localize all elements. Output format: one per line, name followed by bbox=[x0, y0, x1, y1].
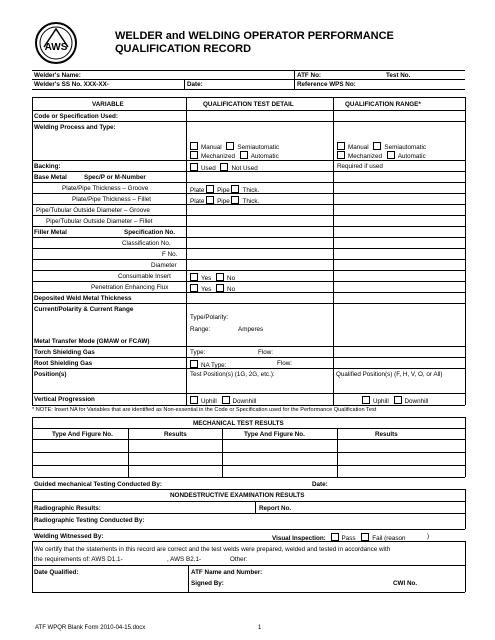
fillet-plate-checkbox[interactable] bbox=[206, 196, 214, 204]
backing-detail: Used Not Used bbox=[190, 163, 258, 172]
flux-label: Penetration Enhancing Flux bbox=[91, 284, 169, 291]
date-label: Date: bbox=[187, 81, 203, 88]
torch-type-text: Type: bbox=[190, 349, 206, 356]
fillet-pipe-checkbox[interactable] bbox=[231, 196, 239, 204]
ref-wps-label: Reference WPS No: bbox=[297, 81, 356, 88]
range-automatic-checkbox[interactable] bbox=[387, 151, 395, 159]
qualified-positions-text: Qualified Position(s) (F, H, V, O, or All) bbox=[336, 371, 443, 378]
torch-flow-text: Flow: bbox=[258, 349, 274, 356]
range-manual-checkbox[interactable] bbox=[337, 142, 345, 150]
ss-no-label: Welder's SS No. XXX-XX- bbox=[34, 81, 109, 88]
flux-yes-checkbox[interactable] bbox=[190, 284, 198, 292]
form-title-line1: WELDER and WELDING OPERATOR PERFORMANCE bbox=[115, 30, 394, 42]
guided-date-label: Date: bbox=[312, 481, 328, 488]
root-gas-detail: NA Type: bbox=[190, 360, 226, 369]
groove-plate-checkbox[interactable] bbox=[206, 185, 214, 193]
report-no-label: Report No. bbox=[259, 505, 292, 512]
specification-no-label: Specification No. bbox=[124, 229, 176, 236]
test-positions-text: Test Position(s) (1G, 2G, etc.): bbox=[190, 371, 275, 378]
positions-label: Position(s) bbox=[34, 371, 67, 378]
plate-fillet-label: Plate/Pipe Thickness – Fillet bbox=[72, 196, 151, 203]
certify-line1: We certify that the statements in this record are correct and the test welds were prepared, welded and tested in accordance with bbox=[34, 546, 391, 553]
consumable-insert-label: Consumable Insert bbox=[118, 273, 171, 280]
mechanized-checkbox[interactable] bbox=[190, 151, 198, 159]
mech-col-type2: Type And Figure No. bbox=[244, 431, 305, 438]
uphill-checkbox[interactable] bbox=[190, 396, 198, 404]
insert-detail: Yes No bbox=[190, 273, 235, 282]
mech-col-type1: Type And Figure No. bbox=[52, 431, 113, 438]
form-title-line2: QUALIFICATION RECORD bbox=[115, 43, 252, 55]
visual-inspection: Visual Inspection: Pass Fail (reason bbox=[272, 535, 406, 542]
nonessential-note: * NOTE: Insert NA for Variables that are identified as Non-essential in the Code or Specification used for the Performance Qualification Test bbox=[32, 407, 377, 413]
fail-checkbox[interactable] bbox=[361, 533, 369, 541]
guided-testing-label: Guided mechanical Testing Conducted By: bbox=[34, 481, 162, 488]
od-groove-label: Pipe/Tubular Outside Diameter – Groove bbox=[36, 207, 150, 214]
process-detail-line1: Manual Semiautomatic bbox=[190, 142, 279, 151]
nde-title: NONDESTRUCTIVE EXAMINATION RESULTS bbox=[170, 492, 305, 499]
process-range-line1: Manual Semiautomatic bbox=[337, 142, 426, 151]
range-text: Range: bbox=[190, 326, 211, 333]
welding-process-label: Welding Process and Type: bbox=[34, 124, 116, 131]
pass-checkbox[interactable] bbox=[331, 533, 339, 541]
radiographic-results-label: Radiographic Results: bbox=[34, 505, 101, 512]
semiautomatic-checkbox[interactable] bbox=[226, 142, 234, 150]
process-detail-line2: Mechanized Automatic bbox=[190, 151, 279, 160]
col-header-range: QUALIFICATION RANGE* bbox=[345, 101, 421, 108]
root-flow-text: Flow: bbox=[277, 360, 293, 367]
col-header-variable: VARIABLE bbox=[92, 101, 124, 108]
mech-col-results1: Results bbox=[164, 431, 187, 438]
cwi-no-label: CWI No. bbox=[393, 580, 418, 587]
current-polarity-label: Current/Polarity & Current Range bbox=[34, 306, 134, 313]
code-spec-label: Code or Specification Used: bbox=[34, 113, 118, 120]
backing-not-used-checkbox[interactable] bbox=[220, 163, 228, 171]
atf-name-label: ATF Name and Number: bbox=[191, 569, 263, 576]
atf-no-label: ATF No: bbox=[297, 72, 322, 79]
process-range-line2: Mechanized Automatic bbox=[337, 151, 426, 160]
mechanical-title: MECHANICAL TEST RESULTS bbox=[193, 420, 284, 427]
required-if-used-text: Required if used bbox=[337, 163, 383, 170]
range-uphill-checkbox[interactable] bbox=[362, 396, 370, 404]
plate-groove-detail: Plate Pipe Thick. bbox=[190, 187, 260, 194]
fail-reason-close: ) bbox=[427, 533, 430, 540]
vertical-detail: Uphill Downhill bbox=[190, 396, 256, 405]
diameter-label: Diameter bbox=[151, 262, 177, 269]
od-fillet-label: Pipe/Tubular Outside Diameter – Fillet bbox=[46, 218, 153, 225]
footer-page-number: 1 bbox=[258, 625, 262, 631]
automatic-checkbox[interactable] bbox=[240, 151, 248, 159]
deposited-thickness-label: Deposited Weld Metal Thickness bbox=[34, 295, 132, 302]
footer-filename: ATF WPQR Blank Form 2010-04-15.docx bbox=[35, 625, 146, 631]
range-mechanized-checkbox[interactable] bbox=[337, 151, 345, 159]
insert-yes-checkbox[interactable] bbox=[190, 273, 198, 281]
flux-detail: Yes No bbox=[190, 284, 235, 293]
certify-line2a: the requirements of: AWS D1.1- bbox=[34, 556, 123, 563]
test-no-label: Test No. bbox=[386, 72, 411, 79]
classification-no-label: Classification No. bbox=[122, 240, 171, 247]
col-header-detail: QUALIFICATION TEST DETAIL bbox=[203, 101, 294, 108]
manual-checkbox[interactable] bbox=[190, 142, 198, 150]
base-metal-label: Base Metal bbox=[34, 174, 67, 181]
vertical-progression-label: Vertical Progression bbox=[34, 396, 95, 403]
signed-by-label: Signed By: bbox=[191, 580, 224, 587]
backing-used-checkbox[interactable] bbox=[190, 163, 198, 171]
backing-label: Backing: bbox=[34, 163, 61, 170]
certify-line2c: Other: bbox=[230, 556, 248, 563]
spec-pnumber-label: Spec/P or M-Number bbox=[84, 174, 146, 181]
filler-metal-label: Filler Metal bbox=[34, 229, 67, 236]
groove-pipe-checkbox[interactable] bbox=[231, 185, 239, 193]
flux-no-checkbox[interactable] bbox=[216, 284, 224, 292]
certify-line2b: , AWS B2.1- bbox=[167, 556, 202, 563]
torch-gas-label: Torch Shielding Gas bbox=[34, 349, 95, 356]
plate-groove-label: Plate/Pipe Thickness – Groove bbox=[62, 185, 149, 192]
date-qualified-label: Date Qualified: bbox=[34, 569, 79, 576]
root-na-checkbox[interactable] bbox=[190, 360, 198, 368]
aws-logo bbox=[34, 20, 78, 66]
transfer-mode-label: Metal Transfer Mode (GMAW or FCAW) bbox=[34, 338, 150, 345]
f-no-label: F No. bbox=[162, 251, 178, 258]
witnessed-by-label: Welding Witnessed By: bbox=[34, 533, 104, 540]
welders-name-label: Welder's Name: bbox=[34, 72, 81, 79]
logo-text: AWS bbox=[44, 42, 68, 53]
plate-fillet-detail: Plate Pipe Thick. bbox=[190, 198, 260, 205]
rt-conducted-label: Radiographic Testing Conducted By: bbox=[34, 517, 145, 524]
range-downhill-checkbox[interactable] bbox=[394, 396, 402, 404]
range-semiautomatic-checkbox[interactable] bbox=[373, 142, 381, 150]
amperes-text: Amperes bbox=[238, 326, 264, 333]
vertical-range: Uphill Downhill bbox=[362, 396, 428, 405]
insert-no-checkbox[interactable] bbox=[216, 273, 224, 281]
mech-col-results2: Results bbox=[375, 431, 398, 438]
type-polarity-text: Type/Polarity: bbox=[190, 314, 229, 321]
root-gas-label: Root Shielding Gas bbox=[34, 360, 93, 367]
downhill-checkbox[interactable] bbox=[222, 396, 230, 404]
